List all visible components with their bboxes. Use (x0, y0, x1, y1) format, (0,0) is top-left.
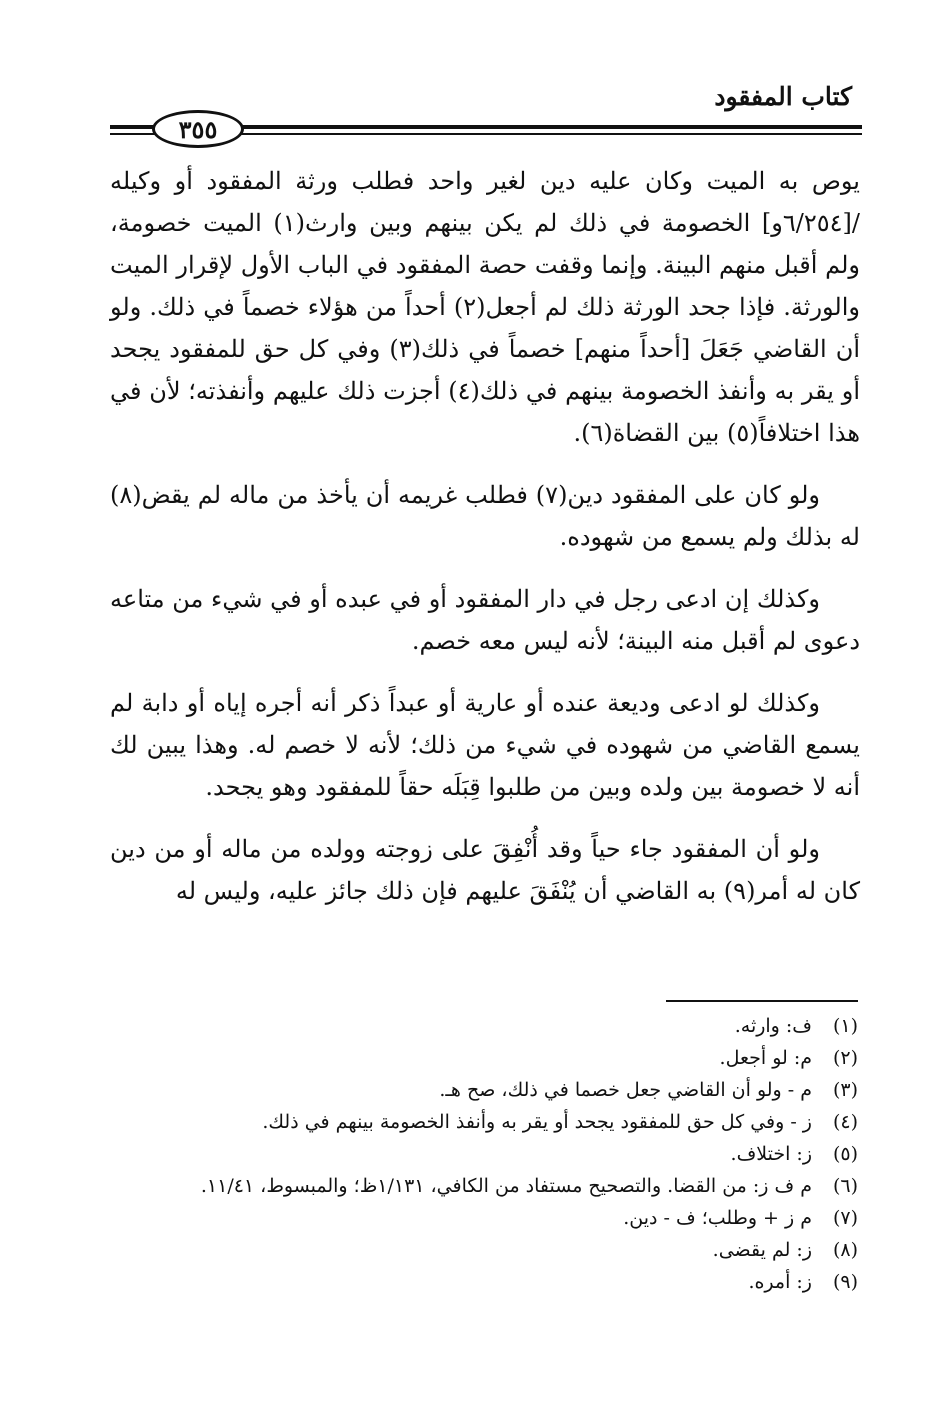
footnote-text: م ف ز: من القضا. والتصحيح مستفاد من الكافي، ١/١٣١ظ؛ والمبسوط، ١١/٤١. (200, 1175, 812, 1197)
footnote-number: (٢) (832, 1047, 858, 1069)
footnote-text: م: لو أجعل. (719, 1047, 812, 1069)
paragraph-5: ولو أن المفقود جاء حياً وقد أُنْفِقَ على زوجته وولده من ماله أو من دين كان له أمر(٩) به القاضي أن يُنْفَقَ عليهم فإن ذلك جائز عليه، وليس له (110, 835, 860, 905)
footnote-item (110, 1266, 858, 1298)
footnote-item (110, 1074, 858, 1106)
footnote-item (110, 1042, 858, 1074)
footnote-number: (٤) (832, 1111, 858, 1133)
paragraph-4: وكذلك لو ادعى وديعة عنده أو عارية أو عبداً ذكر أنه أجره إياه أو دابة لم يسمع القاضي من شهوده في شيء من ذلك؛ لأنه لا خصم له. وهذا يبين لك أنه لا خصومة بين ولده وبين من طلبوا قِبَلَه حقاً للمفقود وهو يجحد. (110, 689, 860, 801)
footnote-item (110, 1010, 858, 1042)
footnote-number: (٩) (832, 1271, 858, 1293)
footnote-text: ز: اختلاف. (730, 1143, 812, 1165)
paragraph-2: ولو كان على المفقود دين(٧) فطلب غريمه أن يأخذ من ماله لم يقض(٨) له بذلك ولم يسمع من شهوده. (110, 481, 860, 551)
footnote-item (110, 1138, 858, 1170)
footnote-text: ز - وفي كل حق للمفقود يجحد أو يقر به وأنفذ الخصومة بينهم في ذلك. (262, 1111, 812, 1133)
footnote-number: (٨) (832, 1239, 858, 1261)
footnote-number: (٧) (832, 1207, 858, 1229)
paragraph-3: وكذلك إن ادعى رجل في دار المفقود أو في عبده أو في شيء من متاعه دعوى لم أقبل منه البينة؛ لأنه ليس معه خصم. (110, 585, 860, 655)
running-header-title: كتاب المفقود (714, 82, 852, 111)
footnote-separator (666, 1000, 858, 1002)
footnote-item (110, 1202, 858, 1234)
footnote-text: ز: لم يقضى. (712, 1239, 812, 1261)
paragraph-1: يوص به الميت وكان عليه دين لغير واحد فطلب ورثة المفقود أو وكيله /[٦/٢٥٤و] الخصومة في ذلك لم يكن بينهم وبين وارث(١) الميت خصومة، ولم أقبل منهم البينة. وإنما وقفت حصة المفقود في الباب الأول لإقرار الميت والورثة. فإذا جحد الورثة ذلك لم أجعل(٢) أحداً من هؤلاء خصماً في ذلك. ولو أن القاضي جَعَلَ [أحداً منهم] خصماً في ذلك(٣) وفي كل حق للمفقود يجحد أو يقر به وأنفذ الخصومة بينهم في ذلك(٤) أجزت ذلك عليهم وأنفذته؛ لأن في هذا اختلافاً(٥) بين القضاة(٦). (110, 167, 861, 447)
footnote-text: م ز + وطلب؛ ف - دين. (623, 1207, 812, 1229)
footnote-text: ز: أمره. (748, 1271, 812, 1293)
footnote-item (110, 1170, 858, 1202)
footnotes-list (110, 1010, 858, 1298)
page-number: ٣٥٥ (178, 114, 218, 144)
footnote-number: (٦) (832, 1175, 858, 1197)
footnote-number: (١) (832, 1015, 858, 1037)
footnote-text: ف: وارثه. (734, 1015, 812, 1037)
footnote-text: م - ولو أن القاضي جعل خصما في ذلك، صح هـ. (439, 1079, 812, 1101)
footnote-item (110, 1234, 858, 1266)
main-text (110, 160, 860, 932)
page-number-badge (152, 110, 244, 148)
footnote-number: (٥) (832, 1143, 858, 1165)
footnote-item (110, 1106, 858, 1138)
footnote-number: (٣) (832, 1079, 858, 1101)
